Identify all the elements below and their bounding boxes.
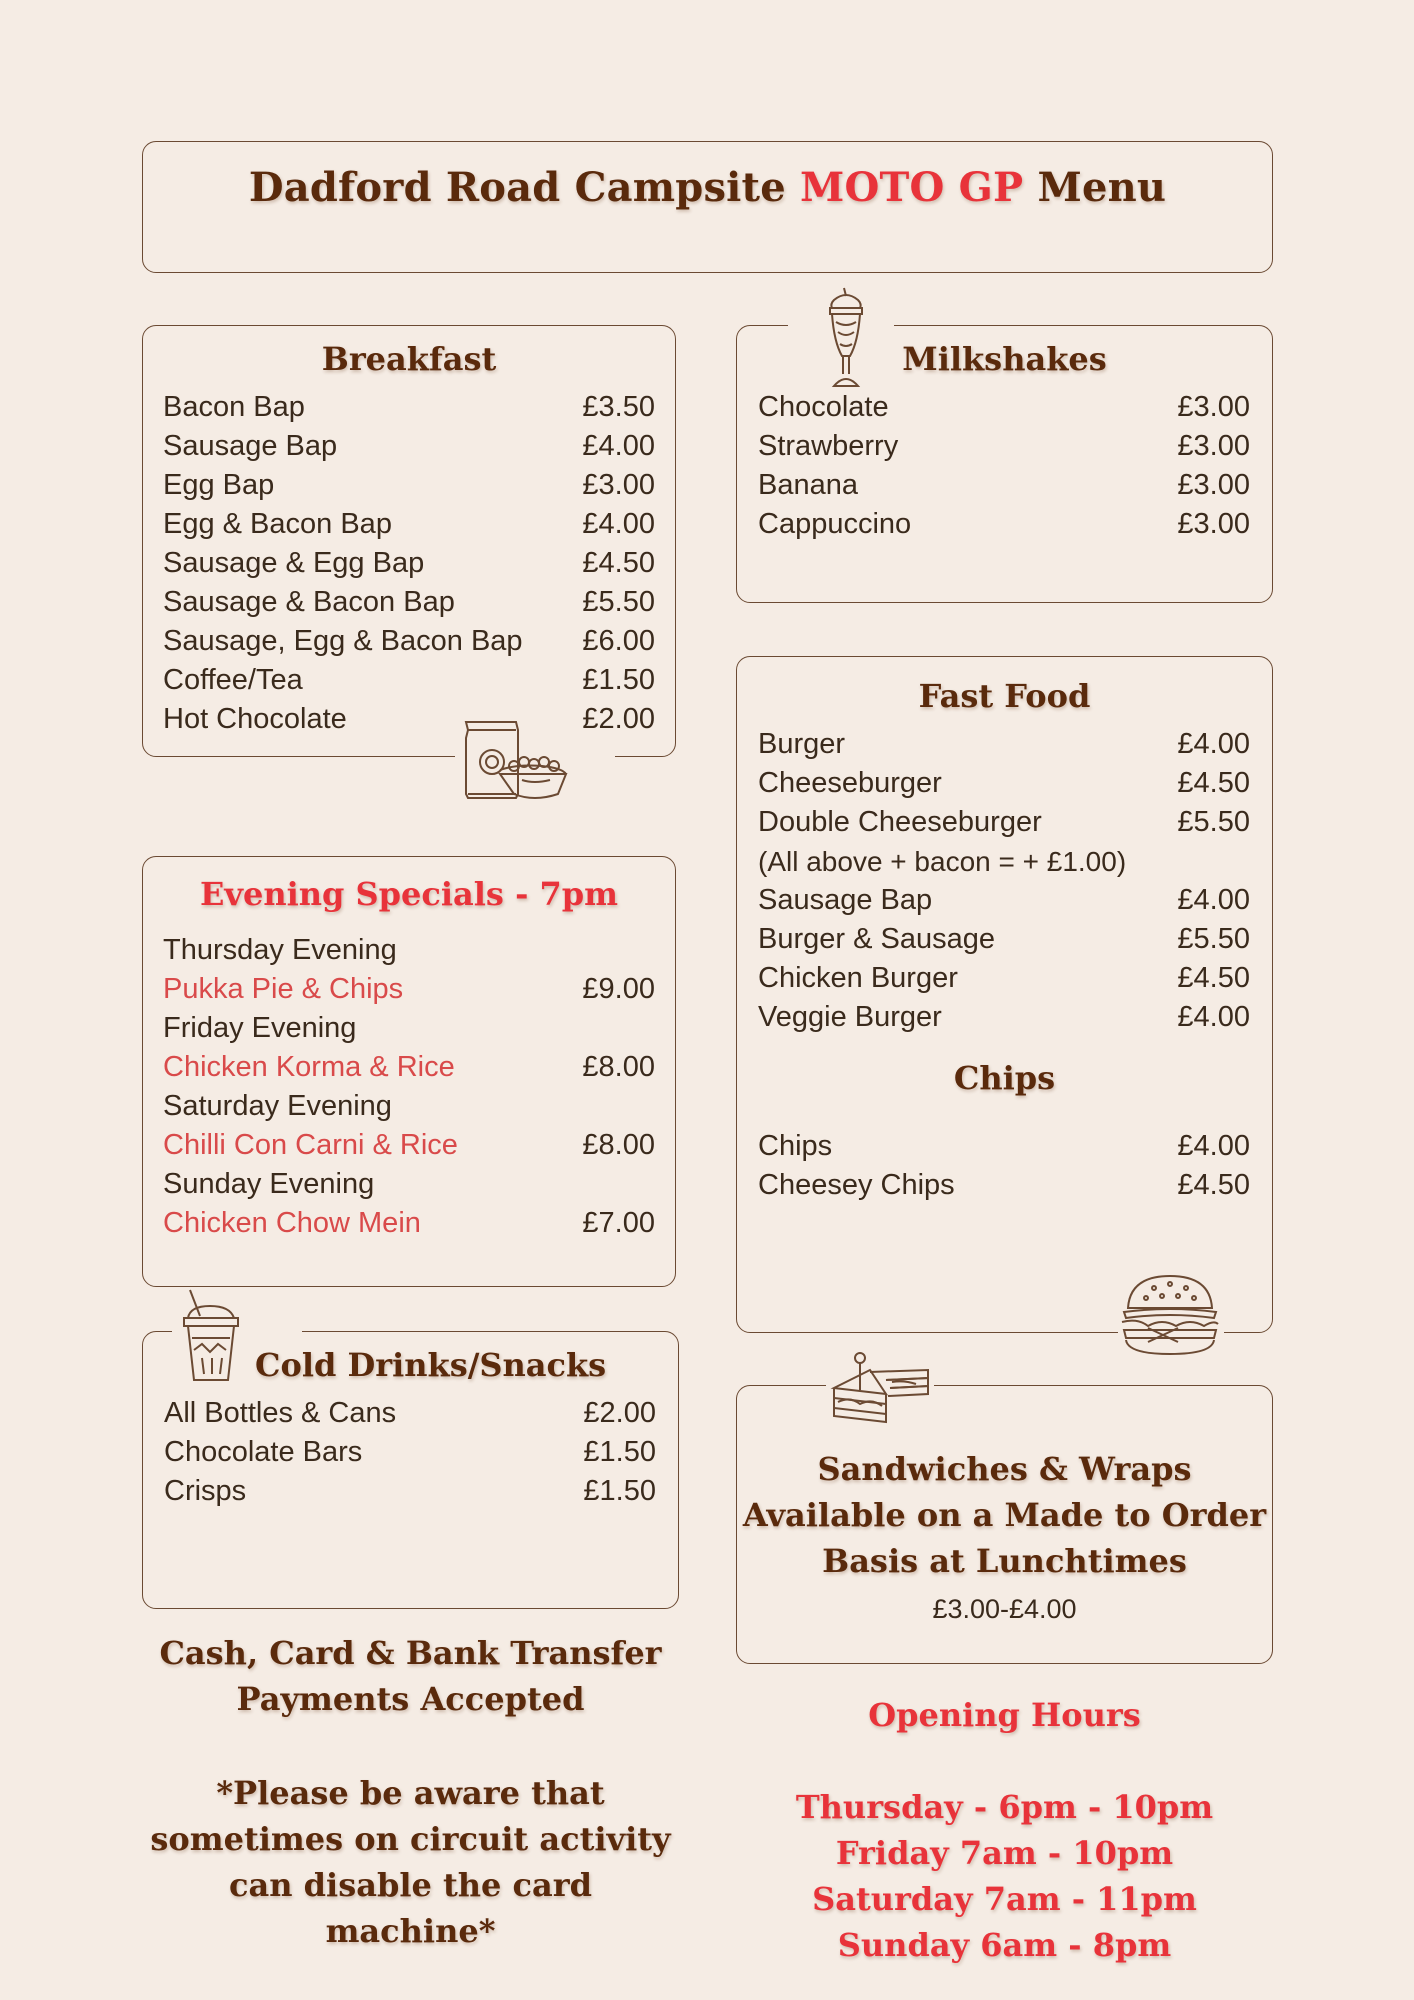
fastfood-title: Fast Food (918, 677, 1091, 715)
item-name: Cheesey Chips (758, 1169, 955, 1201)
hours-line: Friday 7am - 10pm (835, 1834, 1174, 1872)
list-item (758, 466, 1250, 505)
item-price: £1.50 (583, 1436, 656, 1468)
item-name: Coffee/Tea (163, 664, 303, 696)
list-item (163, 1204, 655, 1243)
sandwiches-line: Available on a Made to Order (742, 1496, 1267, 1534)
item-name: Chocolate Bars (164, 1436, 363, 1468)
chips-list (737, 1097, 1272, 1205)
burger-icon (1118, 1272, 1222, 1358)
breakfast-title: Breakfast (321, 340, 497, 378)
list-item (758, 764, 1250, 803)
item-name: Sausage Bap (758, 884, 933, 916)
milkshakes-list (737, 378, 1272, 544)
payments-line: Cash, Card & Bank Transfer (159, 1634, 662, 1672)
milkshakes-section (736, 325, 1273, 603)
item-price: £1.50 (582, 664, 655, 696)
opening-hours-title: Opening Hours (868, 1696, 1141, 1734)
item-price: £4.00 (1177, 728, 1250, 760)
list-item (758, 803, 1250, 842)
snack-bowl-icon (462, 718, 572, 804)
dish-name: Chicken Chow Mein (163, 1207, 421, 1239)
list-item (164, 1472, 656, 1511)
list-item (758, 998, 1250, 1037)
item-price: £9.00 (582, 973, 655, 1005)
item-price: £3.00 (1177, 391, 1250, 423)
list-item (758, 920, 1250, 959)
list-item (164, 1433, 656, 1472)
list-item (163, 544, 655, 583)
item-price: £3.50 (582, 391, 655, 423)
card-machine-warning (142, 1770, 679, 1954)
sandwiches-section (736, 1385, 1273, 1664)
list-item (163, 970, 655, 1009)
evening-title: Evening Specials - 7pm (200, 875, 618, 913)
item-price: £3.00 (1177, 469, 1250, 501)
payments-note (142, 1630, 679, 1722)
item-price: £3.00 (582, 469, 655, 501)
hours-line: Saturday 7am - 11pm (812, 1880, 1197, 1918)
item-name: Hot Chocolate (163, 703, 347, 735)
evening-day: Thursday Evening (163, 934, 397, 966)
sandwiches-line: Sandwiches & Wraps (817, 1450, 1192, 1488)
item-price: £3.00 (1177, 430, 1250, 462)
item-price: £4.00 (1177, 1130, 1250, 1162)
item-name: Sausage Bap (163, 430, 338, 462)
list-item (758, 427, 1250, 466)
warning-line: *Please be aware that (216, 1774, 605, 1812)
item-price: £4.50 (1177, 767, 1250, 799)
item-price: £5.50 (1177, 923, 1250, 955)
item-name: Strawberry (758, 430, 899, 462)
item-price: £3.00 (1177, 508, 1250, 540)
list-item (758, 959, 1250, 998)
item-price: £8.00 (582, 1051, 655, 1083)
cold-list (143, 1384, 678, 1511)
item-price: £7.00 (582, 1207, 655, 1239)
list-item (163, 505, 655, 544)
sandwiches-line: Basis at Lunchtimes (822, 1542, 1187, 1580)
warning-line: can disable the card (229, 1866, 592, 1904)
title-suffix: Menu (1037, 164, 1167, 211)
item-name: Crisps (164, 1475, 247, 1507)
item-price: £5.50 (1177, 806, 1250, 838)
list-item (758, 1127, 1250, 1166)
fast-food-section (736, 656, 1273, 1333)
evening-day: Saturday Evening (163, 1090, 392, 1122)
item-name: Bacon Bap (163, 391, 305, 423)
title-box (142, 141, 1273, 273)
sandwiches-text (737, 1446, 1272, 1584)
evening-day: Friday Evening (163, 1012, 357, 1044)
breakfast-section (142, 325, 676, 757)
list-item (758, 505, 1250, 544)
item-price: £5.50 (582, 586, 655, 618)
soda-cup-icon (180, 1288, 242, 1386)
list-item (758, 388, 1250, 427)
hours-line: Thursday - 6pm - 10pm (795, 1788, 1214, 1826)
list-item (163, 388, 655, 427)
item-price: £4.50 (1177, 1169, 1250, 1201)
dish-name: Chilli Con Carni & Rice (163, 1129, 458, 1161)
item-name: Chips (758, 1130, 833, 1162)
sandwiches-price: £3.00-£4.00 (932, 1594, 1077, 1624)
item-name: Chocolate (758, 391, 889, 423)
item-name: All Bottles & Cans (164, 1397, 397, 1429)
item-name: Burger (758, 728, 846, 760)
list-item (758, 881, 1250, 920)
list-item (164, 1394, 656, 1433)
title-highlight: MOTO GP (800, 164, 1024, 211)
list-item (163, 661, 655, 700)
item-price: £6.00 (582, 625, 655, 657)
bacon-note: (All above + bacon = + £1.00) (758, 846, 1127, 877)
chips-title: Chips (953, 1059, 1056, 1097)
cold-title-text: Cold Drinks/Snacks (255, 1346, 607, 1384)
list-item (758, 1166, 1250, 1205)
list-item (163, 700, 655, 739)
list-item (758, 725, 1250, 764)
item-name: Chicken Burger (758, 962, 958, 994)
dish-name: Chicken Korma & Rice (163, 1051, 455, 1083)
item-name: Double Cheeseburger (758, 806, 1042, 838)
evening-list (143, 913, 675, 1243)
list-item (163, 427, 655, 466)
item-name: Cheeseburger (758, 767, 942, 799)
evening-specials-section (142, 856, 676, 1287)
payments-line: Payments Accepted (236, 1680, 585, 1718)
item-name: Egg & Bacon Bap (163, 508, 392, 540)
title-prefix: Dadford Road Campsite (248, 164, 786, 211)
item-price: £1.50 (583, 1475, 656, 1507)
item-name: Sausage & Bacon Bap (163, 586, 455, 618)
item-price: £8.00 (582, 1129, 655, 1161)
milkshake-icon (826, 286, 866, 390)
item-price: £4.00 (1177, 884, 1250, 916)
item-name: Cappuccino (758, 508, 912, 540)
item-price: £4.50 (1177, 962, 1250, 994)
item-name: Egg Bap (163, 469, 275, 501)
list-item (163, 1048, 655, 1087)
dish-name: Pukka Pie & Chips (163, 973, 404, 1005)
fastfood-list (737, 715, 1272, 1037)
item-name: Veggie Burger (758, 1001, 942, 1033)
item-price: £4.00 (1177, 1001, 1250, 1033)
breakfast-list (143, 378, 675, 739)
warning-line: sometimes on circuit activity (150, 1820, 671, 1858)
item-name: Sausage & Egg Bap (163, 547, 425, 579)
item-name: Sausage, Egg & Bacon Bap (163, 625, 523, 657)
item-price: £2.00 (582, 703, 655, 735)
warning-line: machine* (325, 1912, 496, 1950)
milkshakes-title: Milkshakes (902, 340, 1107, 378)
evening-day: Sunday Evening (163, 1168, 375, 1200)
page-title (143, 164, 1272, 211)
item-price: £4.00 (582, 430, 655, 462)
sandwich-icon (830, 1350, 932, 1424)
list-item (163, 583, 655, 622)
item-price: £4.50 (582, 547, 655, 579)
item-name: Burger & Sausage (758, 923, 995, 955)
opening-hours-list (736, 1784, 1273, 1968)
list-item (163, 622, 655, 661)
hours-line: Sunday 6am - 8pm (837, 1926, 1172, 1964)
item-name: Banana (758, 469, 858, 501)
list-item (163, 466, 655, 505)
list-item (163, 1126, 655, 1165)
item-price: £2.00 (583, 1397, 656, 1429)
item-price: £4.00 (582, 508, 655, 540)
